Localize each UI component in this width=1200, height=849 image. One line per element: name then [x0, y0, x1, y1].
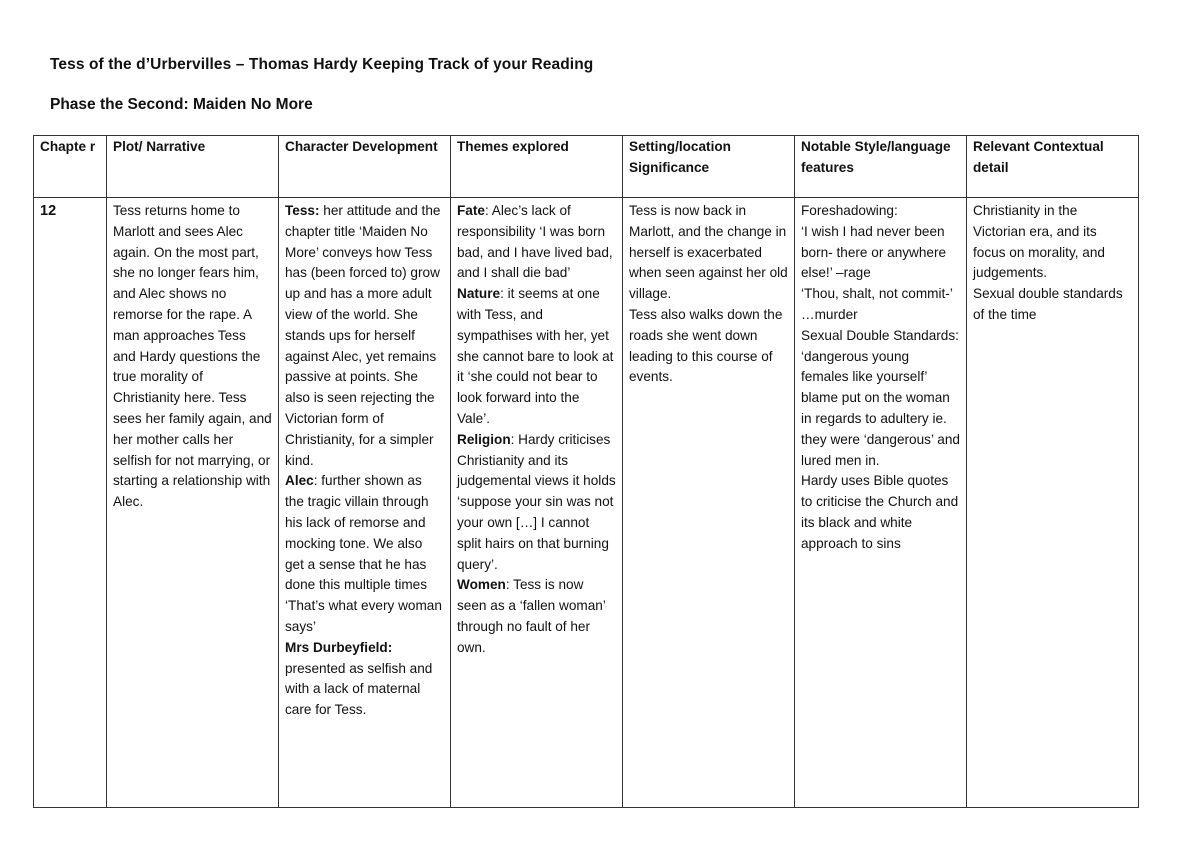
style-text-2: ‘I wish I had never been born- there or anywhere else!’ –rage [801, 223, 947, 281]
document-title: Tess of the d’Urbervilles – Thomas Hardy Keeping Track of your Reading [50, 56, 594, 73]
theme-fate-text: : Alec’s lack of responsibility ‘I was born bad, and I have lived bad, and I shall die bad’ [457, 203, 613, 281]
header-character: Character Development [279, 136, 451, 198]
style-text-4: Sexual Double Standards: ‘dangerous young females like yourself’ blame put on the woman in regards to adultery ie. they were ‘dangerous’ and lured men in. [801, 327, 960, 468]
setting-text-2: Tess also walks down the roads she went down leading to this course of events. [629, 306, 783, 385]
character-tess-text: her attitude and the chapter title ‘Maiden No More’ conveys how Tess has (been forced to) grow up and has a more adult view of the world. She stands ups for herself against Alec, yet remains passive at points. She also is seen rejecting the Victorian form of Christianity, for a simpler kind. [285, 203, 441, 468]
header-chapter: Chapte r [34, 136, 107, 198]
cell-context [967, 198, 1139, 808]
theme-women [457, 575, 616, 658]
setting-text-1: Tess is now back in Marlott, and the change in herself is exacerbated when seen against her old village. [629, 203, 788, 302]
theme-fate-label: Fate [457, 203, 485, 218]
character-mrs-text: presented as selfish and with a lack of maternal care for Tess. [285, 660, 433, 718]
subtitle-phase-name: Maiden No More [188, 96, 313, 113]
theme-nature [457, 284, 616, 430]
theme-nature-text: : it seems at one with Tess, and sympathises with her, yet she cannot bare to look at it ‘she could not bear to look forward into the Vale’. [457, 286, 614, 426]
style-text-3: ‘Thou, shalt, not commit-’ …murder [801, 286, 953, 322]
cell-character [279, 198, 451, 808]
cell-style [795, 198, 967, 808]
header-style: Notable Style/language features [795, 136, 967, 198]
theme-women-text: : Tess is now seen as a ‘fallen woman’ through no fault of her own. [457, 577, 606, 655]
theme-religion-text: : Hardy criticises Christianity and its judgemental views it holds ‘suppose your sin was not your own […] I cannot split hairs on that burning query’. [457, 431, 616, 572]
header-themes: Themes explored [451, 136, 623, 198]
cell-themes [451, 198, 623, 808]
document-subtitle [50, 96, 313, 114]
character-alec [285, 471, 444, 637]
header-plot: Plot/ Narrative [107, 136, 279, 198]
cell-plot [107, 198, 279, 808]
style-text-1: Foreshadowing: [801, 203, 898, 218]
theme-religion [457, 430, 616, 576]
table-header-row [34, 136, 1139, 198]
theme-religion-label: Religion [457, 431, 511, 447]
theme-fate [457, 201, 616, 284]
header-context: Relevant Contextual detail [967, 136, 1139, 198]
character-mrs-label: Mrs Durbeyfield: [285, 639, 393, 655]
style-text-5: Hardy uses Bible quotes to criticise the Church and its black and white approach to sins [801, 473, 959, 551]
chapter-number: 12 [40, 203, 57, 219]
character-alec-text: : further shown as the tragic villain through his lack of remorse and mocking tone. We also get a sense that he has done this multiple times ‘That’s what every woman says’ [285, 473, 442, 634]
cell-chapter [34, 198, 107, 808]
character-alec-label: Alec [285, 473, 314, 489]
theme-women-label: Women [457, 577, 506, 593]
subtitle-phase: Phase the Second: [50, 96, 189, 113]
theme-nature-label: Nature [457, 286, 501, 302]
context-text-1: Christianity in the Victorian era, and its focus on morality, and judgements. [973, 203, 1105, 281]
cell-setting [623, 198, 795, 808]
context-text-2: Sexual double standards of the time [973, 286, 1123, 322]
header-setting: Setting/location Significance [623, 136, 795, 198]
character-tess [285, 201, 444, 471]
plot-text: Tess returns home to Marlott and sees Alec again. On the most part, she no longer fears him, and Alec shows no remorse for the rape. A man approaches Tess and Hardy questions the true morality of Christianity here. Tess sees her family again, and her mother calls her selfish for not marrying, or starting a relationship with Alec. [113, 203, 272, 510]
character-tess-label: Tess: [285, 203, 320, 218]
table-row [34, 198, 1139, 808]
reading-table [33, 135, 1139, 808]
character-mrs-durbeyfield [285, 638, 444, 721]
